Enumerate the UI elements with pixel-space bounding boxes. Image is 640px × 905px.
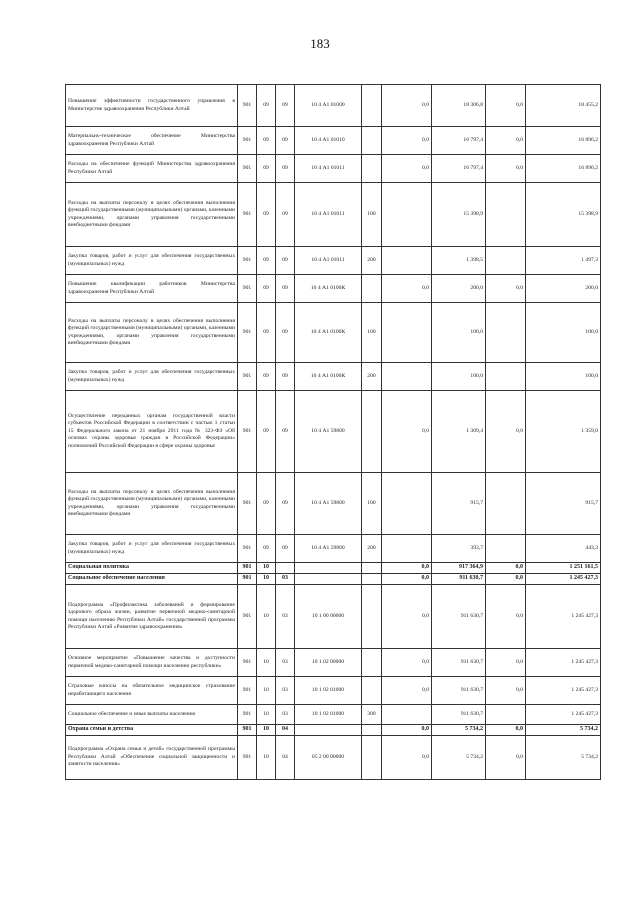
row-section: 10 <box>257 563 276 574</box>
row-value-2: 100,0 <box>432 303 486 363</box>
row-value-1 <box>382 303 432 363</box>
row-expense-type: 200 <box>362 247 382 275</box>
row-value-3: 0,0 <box>486 155 526 183</box>
row-expense-type <box>362 585 382 649</box>
row-subsection <box>276 563 295 574</box>
row-name: Социальное обеспечение населения <box>66 574 238 585</box>
row-grbs: 901 <box>238 363 257 391</box>
row-section: 10 <box>257 705 276 725</box>
row-subsection: 09 <box>276 391 295 473</box>
row-value-4: 16 896,2 <box>526 155 601 183</box>
row-value-3 <box>486 363 526 391</box>
row-name: Расходы на выплаты персоналу в целях обеспечения выполнения функций государственными (муниципальными) органами, казенными учреждениями, органами управления государственными внебюджетными фондами <box>66 473 238 535</box>
row-grbs: 901 <box>238 736 257 780</box>
row-subsection: 04 <box>276 725 295 736</box>
row-value-3: 0,0 <box>486 649 526 677</box>
row-grbs: 901 <box>238 563 257 574</box>
row-section: 09 <box>257 363 276 391</box>
row-value-2: 5 734,2 <box>432 725 486 736</box>
row-expense-type: 100 <box>362 183 382 247</box>
row-value-4: 15 398,9 <box>526 183 601 247</box>
table-row <box>66 585 601 649</box>
row-name: Закупка товаров, работ и услуг для обеспечения государственных (муниципальных) нужд <box>66 535 238 563</box>
row-value-1 <box>382 183 432 247</box>
row-value-4: 1 497,3 <box>526 247 601 275</box>
row-grbs: 901 <box>238 391 257 473</box>
row-expense-type: 100 <box>362 473 382 535</box>
row-name: Расходы на обеспечение функций Министерства здравоохранения Республики Алтай <box>66 155 238 183</box>
row-value-3: 0,0 <box>486 391 526 473</box>
row-value-4: 1 245 427,3 <box>526 585 601 649</box>
row-value-3 <box>486 705 526 725</box>
row-value-1 <box>382 473 432 535</box>
row-expense-type: 100 <box>362 303 382 363</box>
row-subsection: 09 <box>276 127 295 155</box>
row-target-article: 10 4 А1 59800 <box>295 473 362 535</box>
row-section: 09 <box>257 155 276 183</box>
row-target-article <box>295 563 362 574</box>
row-expense-type <box>362 127 382 155</box>
row-expense-type <box>362 155 382 183</box>
row-value-2: 393,7 <box>432 535 486 563</box>
row-name: Основное мероприятие «Повышение качества и доступности первичной медико-санитарной помощи населению республики» <box>66 649 238 677</box>
row-value-2: 15 398,9 <box>432 183 486 247</box>
row-name: Страховые взносы на обязательное медицинское страхование неработающего населения <box>66 677 238 705</box>
row-target-article <box>295 574 362 585</box>
row-target-article: 10 4 А1 59800 <box>295 391 362 473</box>
row-value-1: 0,0 <box>382 736 432 780</box>
row-expense-type <box>362 85 382 127</box>
row-name: Материально-техническое обеспечение Министерства здравоохранения Республики Алтай <box>66 127 238 155</box>
row-subsection: 09 <box>276 155 295 183</box>
row-value-3: 0,0 <box>486 725 526 736</box>
row-value-1: 0,0 <box>382 155 432 183</box>
row-grbs: 901 <box>238 473 257 535</box>
row-name: Повышение эффективности государственного управления в Министерстве здравоохранения Республики Алтай <box>66 85 238 127</box>
row-grbs: 901 <box>238 725 257 736</box>
row-value-4: 5 734,2 <box>526 725 601 736</box>
row-name: Социальная политика <box>66 563 238 574</box>
row-name: Подпрограмма «Профилактика заболеваний и формирование здорового образа жизни, развитие первичной медико-санитарной помощи населению Республики Алтай» государственной программы Республики Алтай «Развитие здравоохранения» <box>66 585 238 649</box>
row-value-3: 0,0 <box>486 127 526 155</box>
row-section: 10 <box>257 649 276 677</box>
row-grbs: 901 <box>238 574 257 585</box>
row-value-2: 100,0 <box>432 363 486 391</box>
row-value-3: 0,0 <box>486 574 526 585</box>
row-subsection: 03 <box>276 705 295 725</box>
row-expense-type <box>362 649 382 677</box>
row-value-4: 18 455,2 <box>526 85 601 127</box>
row-value-4: 1 245 427,3 <box>526 705 601 725</box>
row-expense-type <box>362 677 382 705</box>
table-row <box>66 275 601 303</box>
row-name: Повышение квалификации работников Министерства здравоохранения Республики Алтай <box>66 275 238 303</box>
row-subsection: 09 <box>276 275 295 303</box>
row-name: Закупка товаров, работ и услуг для обеспечения государственных (муниципальных) нужд <box>66 363 238 391</box>
row-section: 09 <box>257 473 276 535</box>
row-grbs: 901 <box>238 275 257 303</box>
row-value-4: 915,7 <box>526 473 601 535</box>
row-value-2: 911 630,7 <box>432 649 486 677</box>
row-value-4: 1 245 427,3 <box>526 677 601 705</box>
table-row <box>66 127 601 155</box>
row-section: 09 <box>257 183 276 247</box>
row-name: Расходы на выплаты персоналу в целях обеспечения выполнения функций государственными (муниципальными) органами, казенными учреждениями, органами управления государственными внебюджетными фондами <box>66 303 238 363</box>
row-subsection: 03 <box>276 574 295 585</box>
table-row <box>66 736 601 780</box>
row-section: 09 <box>257 535 276 563</box>
row-value-1: 0,0 <box>382 574 432 585</box>
row-grbs: 901 <box>238 183 257 247</box>
row-value-2: 911 630,7 <box>432 705 486 725</box>
row-value-1: 0,0 <box>382 85 432 127</box>
row-section: 10 <box>257 677 276 705</box>
budget-table <box>65 84 601 780</box>
row-value-2: 1 398,5 <box>432 247 486 275</box>
row-subsection: 03 <box>276 649 295 677</box>
row-value-1: 0,0 <box>382 677 432 705</box>
row-target-article: 10 4 А1 01000 <box>295 85 362 127</box>
row-value-4: 16 896,2 <box>526 127 601 155</box>
table-row <box>66 535 601 563</box>
budget-table-body <box>66 85 601 780</box>
row-value-1: 0,0 <box>382 127 432 155</box>
row-value-3 <box>486 473 526 535</box>
row-value-2: 16 797,4 <box>432 155 486 183</box>
row-section: 10 <box>257 736 276 780</box>
row-value-1: 0,0 <box>382 563 432 574</box>
row-subsection: 09 <box>276 247 295 275</box>
row-grbs: 901 <box>238 585 257 649</box>
table-row <box>66 363 601 391</box>
row-expense-type: 200 <box>362 363 382 391</box>
row-value-2: 5 734,2 <box>432 736 486 780</box>
row-value-2: 911 630,7 <box>432 677 486 705</box>
row-section: 09 <box>257 303 276 363</box>
row-grbs: 901 <box>238 303 257 363</box>
row-value-3: 0,0 <box>486 585 526 649</box>
row-target-article: 05 2 00 00000 <box>295 736 362 780</box>
row-subsection: 09 <box>276 363 295 391</box>
row-value-4: 1 245 427,3 <box>526 574 601 585</box>
row-target-article: 10 1 02 00000 <box>295 649 362 677</box>
row-section: 09 <box>257 85 276 127</box>
row-value-3 <box>486 303 526 363</box>
table-row <box>66 677 601 705</box>
row-section: 09 <box>257 247 276 275</box>
table-row <box>66 473 601 535</box>
row-name: Охрана семьи и детства <box>66 725 238 736</box>
row-value-1: 0,0 <box>382 275 432 303</box>
row-subsection: 04 <box>276 736 295 780</box>
row-value-1: 0,0 <box>382 585 432 649</box>
row-value-4: 5 734,2 <box>526 736 601 780</box>
row-grbs: 901 <box>238 155 257 183</box>
row-target-article: 10 4 А1 0100К <box>295 303 362 363</box>
row-value-3: 0,0 <box>486 736 526 780</box>
row-value-4: 1 359,0 <box>526 391 601 473</box>
row-value-4: 1 251 161,5 <box>526 563 601 574</box>
row-target-article <box>295 725 362 736</box>
row-value-3: 0,0 <box>486 85 526 127</box>
row-value-3 <box>486 183 526 247</box>
row-grbs: 901 <box>238 127 257 155</box>
row-target-article: 10 1 02 01000 <box>295 677 362 705</box>
row-expense-type <box>362 391 382 473</box>
row-target-article: 10 4 А1 0100К <box>295 363 362 391</box>
row-grbs: 901 <box>238 677 257 705</box>
row-section: 10 <box>257 585 276 649</box>
row-subsection: 09 <box>276 183 295 247</box>
row-name: Подпрограмма «Охрана семьи и детей» государственной программы Республики Алтай «Обеспечение социальной защищенности и занятости населения» <box>66 736 238 780</box>
row-section: 10 <box>257 725 276 736</box>
row-section: 09 <box>257 275 276 303</box>
row-value-1 <box>382 535 432 563</box>
table-row <box>66 303 601 363</box>
table-row <box>66 705 601 725</box>
page-number: 183 <box>310 36 330 51</box>
table-row <box>66 563 601 574</box>
row-subsection: 09 <box>276 303 295 363</box>
row-grbs: 901 <box>238 705 257 725</box>
row-section: 09 <box>257 391 276 473</box>
table-row <box>66 725 601 736</box>
row-value-2: 911 630,7 <box>432 574 486 585</box>
row-value-1: 0,0 <box>382 391 432 473</box>
row-expense-type <box>362 725 382 736</box>
row-name: Закупка товаров, работ и услуг для обеспечения государственных (муниципальных) нужд <box>66 247 238 275</box>
row-expense-type <box>362 574 382 585</box>
row-subsection: 03 <box>276 677 295 705</box>
row-value-4: 100,0 <box>526 363 601 391</box>
row-value-1 <box>382 705 432 725</box>
row-expense-type <box>362 736 382 780</box>
row-name: Расходы на выплаты персоналу в целях обеспечения выполнения функций государственными (муниципальными) органами, казенными учреждениями, органами управления государственными внебюджетными фондами <box>66 183 238 247</box>
row-value-4: 443,3 <box>526 535 601 563</box>
row-value-3 <box>486 535 526 563</box>
row-expense-type: 200 <box>362 535 382 563</box>
row-subsection: 03 <box>276 585 295 649</box>
row-subsection: 09 <box>276 473 295 535</box>
row-target-article: 10 4 А1 59800 <box>295 535 362 563</box>
row-target-article: 10 1 02 01000 <box>295 705 362 725</box>
row-value-1: 0,0 <box>382 725 432 736</box>
row-grbs: 901 <box>238 649 257 677</box>
row-value-4: 1 245 427,3 <box>526 649 601 677</box>
table-row <box>66 649 601 677</box>
table-row <box>66 247 601 275</box>
row-target-article: 10 4 А1 01010 <box>295 127 362 155</box>
row-grbs: 901 <box>238 85 257 127</box>
row-section: 10 <box>257 574 276 585</box>
row-section: 09 <box>257 127 276 155</box>
row-target-article: 10 4 А1 01011 <box>295 183 362 247</box>
row-expense-type: 300 <box>362 705 382 725</box>
row-value-2: 18 306,8 <box>432 85 486 127</box>
row-value-2: 16 797,4 <box>432 127 486 155</box>
table-row <box>66 85 601 127</box>
row-name: Осуществление переданных органам государственной власти субъектов Российской Федерации в соответствии с частью 1 статьи 15 Федерального закона от 21 ноября 2011 года № 323-ФЗ «Об основах охраны здоровья граждан в Российской Федерации» полномочий Российской Федерации в сфере охраны здоровья <box>66 391 238 473</box>
row-value-4: 100,0 <box>526 303 601 363</box>
table-row <box>66 183 601 247</box>
row-value-2: 915,7 <box>432 473 486 535</box>
row-expense-type <box>362 275 382 303</box>
row-value-3: 0,0 <box>486 677 526 705</box>
row-value-2: 911 630,7 <box>432 585 486 649</box>
table-row <box>66 155 601 183</box>
row-value-3: 0,0 <box>486 563 526 574</box>
row-value-4: 200,0 <box>526 275 601 303</box>
row-value-2: 917 364,9 <box>432 563 486 574</box>
row-subsection: 09 <box>276 535 295 563</box>
row-target-article: 10 4 А1 01011 <box>295 155 362 183</box>
row-target-article: 10 4 А1 0100К <box>295 275 362 303</box>
row-grbs: 901 <box>238 535 257 563</box>
row-target-article: 10 4 А1 01011 <box>295 247 362 275</box>
row-value-3 <box>486 247 526 275</box>
row-value-1 <box>382 363 432 391</box>
row-value-1 <box>382 247 432 275</box>
table-row <box>66 574 601 585</box>
row-value-2: 200,0 <box>432 275 486 303</box>
table-row <box>66 391 601 473</box>
row-target-article: 10 1 00 00000 <box>295 585 362 649</box>
row-subsection: 09 <box>276 85 295 127</box>
row-value-2: 1 309,4 <box>432 391 486 473</box>
row-value-1: 0,0 <box>382 649 432 677</box>
row-grbs: 901 <box>238 247 257 275</box>
row-value-3: 0,0 <box>486 275 526 303</box>
row-expense-type <box>362 563 382 574</box>
row-name: Социальное обеспечение и иные выплаты населению <box>66 705 238 725</box>
